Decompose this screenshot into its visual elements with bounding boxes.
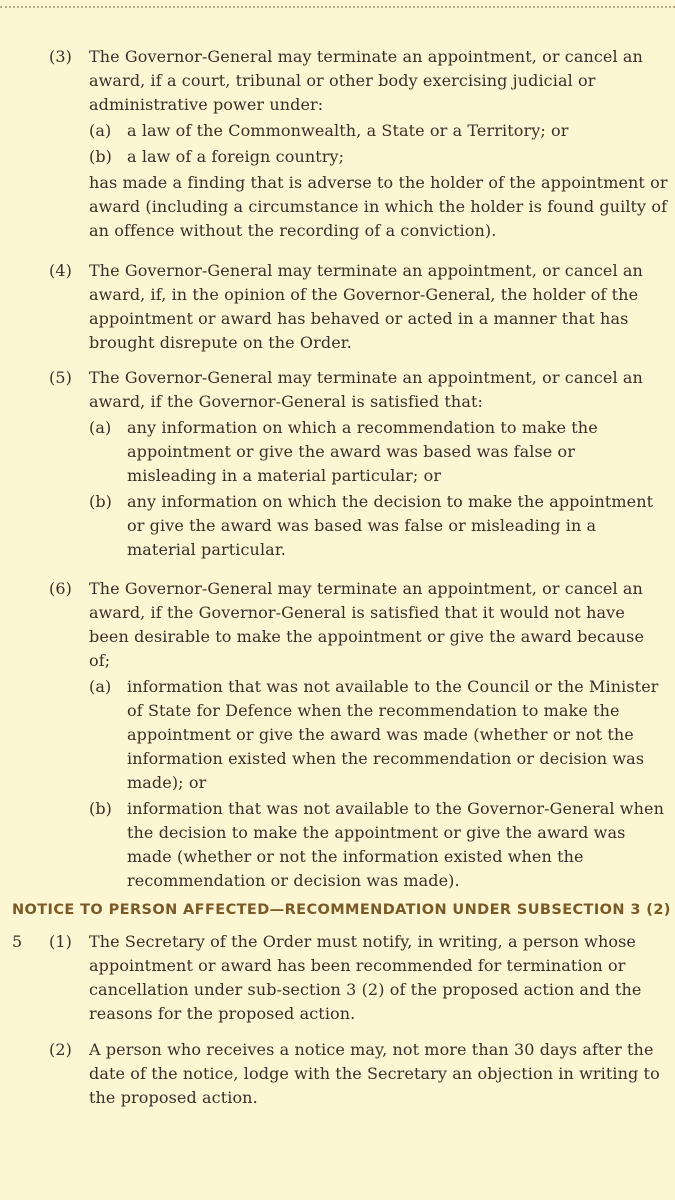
subsection-5 [49, 366, 669, 562]
subsection-text: A person who receives a notice may, not more than 30 days after the date of the notice, lodge with the Secretary an objection in writing to the proposed action. [89, 1040, 660, 1107]
list-item [89, 490, 669, 562]
item-label: (b) [89, 147, 113, 166]
subsection-continuation: has made a finding that is adverse to the holder of the appointment or award (including a circumstance in which the holder is found guilty of an offence without the recording of a conviction). [89, 173, 668, 240]
item-text: a law of a foreign country; [127, 147, 345, 166]
item-text: information that was not available to the Council or the Minister of State for Defence when the recommendation to make the appointment or give the award was made (whether or not the information existed when the recommendation or decision was made); or [127, 677, 659, 792]
item-label: (a) [89, 677, 112, 696]
item-label: (b) [89, 799, 113, 818]
section5-subsection-2 [49, 1038, 669, 1110]
section5-subsection-1 [49, 930, 669, 1026]
item-text: any information on which a recommendation to make the appointment or give the award was based was false or misleading in a material particular; or [127, 418, 598, 485]
subsection-number: (1) [49, 932, 72, 951]
subsection-number: (4) [49, 261, 72, 280]
subsection-3 [49, 45, 669, 243]
subsection-text: The Governor-General may terminate an appointment, or cancel an award, if the Governor-General is satisfied that it would not have been desirable to make the appointment or give the award because of; [89, 579, 645, 670]
item-text: a law of the Commonwealth, a State or a Territory; or [127, 121, 569, 140]
list-item [89, 416, 669, 488]
section-heading: NOTICE TO PERSON AFFECTED—RECOMMENDATION UNDER SUBSECTION 3 (2) [12, 902, 671, 918]
subsection-number: (3) [49, 47, 72, 66]
subsection-number: (5) [49, 368, 72, 387]
subsection-4 [49, 259, 669, 355]
top-dotted-rule [0, 6, 675, 8]
subsection-6 [49, 577, 669, 893]
subsection-text: The Governor-General may terminate an appointment, or cancel an award, if, in the opinion of the Governor-General, the holder of the appointment or award has behaved or acted in a manner that has brought disrepute on the Order. [89, 261, 643, 352]
item-label: (a) [89, 121, 112, 140]
subsection-number: (6) [49, 579, 72, 598]
subsection-text: The Governor-General may terminate an appointment, or cancel an award, if the Governor-General is satisfied that: [89, 368, 643, 411]
list-item [89, 119, 669, 143]
subsection-text: The Secretary of the Order must notify, in writing, a person whose appointment or award has been recommended for termination or cancellation under sub-section 3 (2) of the proposed action and the reasons for the proposed action. [89, 932, 642, 1023]
list-item [89, 797, 669, 893]
item-label: (a) [89, 418, 112, 437]
subsection-text: The Governor-General may terminate an appointment, or cancel an award, if a court, tribunal or other body exercising judicial or administrative power under: [89, 47, 643, 114]
item-text: any information on which the decision to make the appointment or give the award was based was false or misleading in a material particular. [127, 492, 654, 559]
list-item [89, 675, 669, 795]
item-label: (b) [89, 492, 113, 511]
item-text: information that was not available to the Governor-General when the decision to make the appointment or give the award was made (whether or not the information existed when the recommendation or decision was made). [127, 799, 664, 890]
subsection-number: (2) [49, 1040, 72, 1059]
list-item [89, 145, 669, 169]
section-number: 5 [12, 932, 23, 951]
